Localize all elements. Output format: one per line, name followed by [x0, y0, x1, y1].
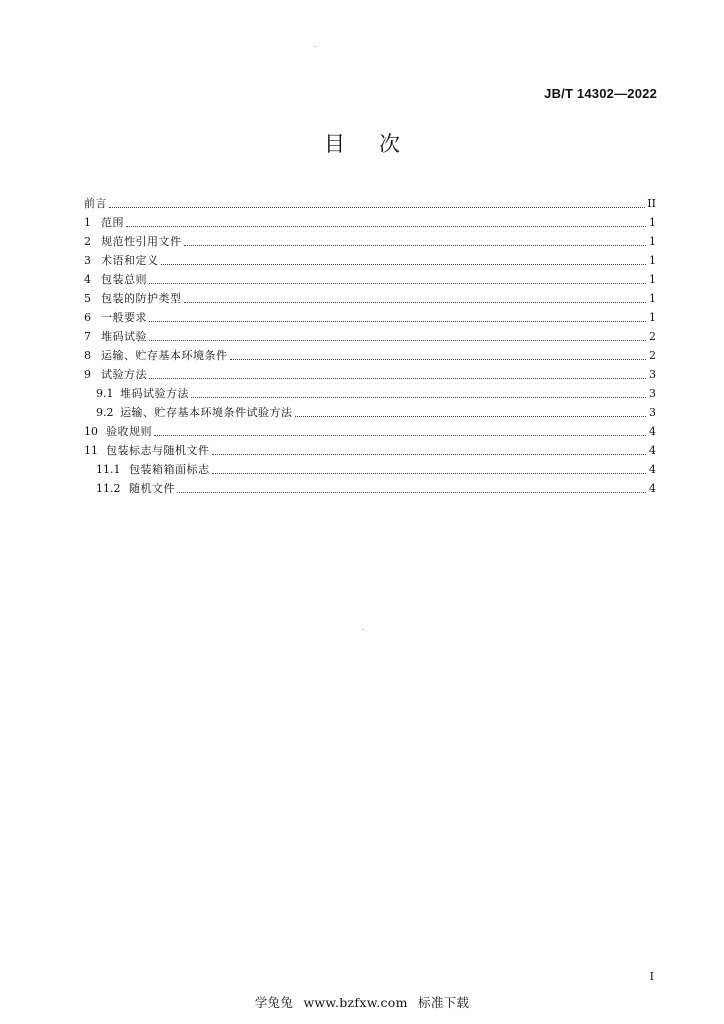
toc-entry[interactable]: [84, 422, 656, 441]
toc-entry[interactable]: [84, 194, 656, 213]
toc-entry[interactable]: [84, 213, 656, 232]
toc-entry-page: 1: [649, 235, 656, 248]
toc-entry-label: 前言: [84, 197, 107, 210]
toc-entry-label: 随机文件: [129, 482, 175, 495]
toc-leader-dots: [149, 377, 646, 379]
toc-entry[interactable]: [84, 327, 656, 346]
toc-entry-label: 术语和定义: [101, 254, 159, 267]
toc-entry-number: 11: [84, 444, 98, 457]
footer-url[interactable]: www.bzfxw.com: [303, 995, 408, 1010]
scan-speck: [362, 629, 364, 630]
toc-entry-page: 1: [649, 311, 656, 324]
toc-leader-dots: [295, 415, 647, 417]
standard-code: JB/T 14302—2022: [544, 86, 657, 101]
toc-leader-dots: [191, 396, 646, 398]
toc-entry-page: 1: [649, 254, 656, 267]
toc-entry[interactable]: [84, 232, 656, 251]
toc-entry-page: 1: [649, 292, 656, 305]
page-title: 目次: [324, 132, 434, 156]
toc-entry-page: 3: [649, 406, 656, 419]
toc-entry-label: 包装箱箱面标志: [129, 463, 210, 476]
toc-entry-label: 验收规则: [106, 425, 152, 438]
toc-leader-dots: [212, 472, 647, 474]
toc-entry[interactable]: [84, 346, 656, 365]
toc-entry-label: 堆码试验方法: [120, 387, 189, 400]
toc-entry-number: 5: [84, 292, 91, 305]
toc-entry-page: 4: [649, 463, 656, 476]
toc-entry-page: 1: [649, 273, 656, 286]
toc-entry-label: 规范性引用文件: [101, 235, 182, 248]
footer-watermark: [0, 993, 724, 1011]
toc-entry-number: 9: [84, 368, 91, 381]
page-number: I: [649, 970, 654, 983]
toc-entry-label: 包装的防护类型: [101, 292, 182, 305]
toc-entry-number: 10: [84, 425, 98, 438]
toc-entry[interactable]: [84, 479, 656, 498]
toc-leader-dots: [177, 491, 646, 493]
toc-entry-number: 2: [84, 235, 91, 248]
toc-entry[interactable]: [84, 251, 656, 270]
toc-entry-number: 7: [84, 330, 91, 343]
toc-entry-page: 4: [649, 482, 656, 495]
toc-entry[interactable]: [84, 403, 656, 422]
toc-leader-dots: [109, 206, 645, 208]
toc-entry-page: 3: [649, 387, 656, 400]
toc-entry-number: 4: [84, 273, 91, 286]
toc-entry-label: 包装标志与随机文件: [106, 444, 210, 457]
toc-entry[interactable]: [84, 441, 656, 460]
toc-leader-dots: [184, 301, 647, 303]
toc-leader-dots: [154, 434, 646, 436]
toc-entry[interactable]: [84, 365, 656, 384]
toc-leader-dots: [149, 339, 646, 341]
toc-entry-label: 堆码试验: [101, 330, 147, 343]
toc-entry-label: 包装总则: [101, 273, 147, 286]
scan-speck: [314, 46, 316, 47]
toc-leader-dots: [212, 453, 647, 455]
toc-entry-label: 运输、贮存基本环境条件试验方法: [120, 406, 293, 419]
table-of-contents: [84, 194, 656, 498]
toc-entry-page: 3: [649, 368, 656, 381]
toc-leader-dots: [161, 263, 647, 265]
footer-slogan: 标准下载: [418, 995, 470, 1010]
toc-entry-number: 9.2: [96, 406, 114, 419]
toc-entry-number: 6: [84, 311, 91, 324]
toc-entry-label: 一般要求: [101, 311, 147, 324]
toc-leader-dots: [149, 320, 646, 322]
toc-leader-dots: [184, 244, 647, 246]
toc-entry-number: 1: [84, 216, 91, 229]
toc-leader-dots: [149, 282, 646, 284]
toc-entry-number: 11.1: [96, 463, 121, 476]
toc-entry[interactable]: [84, 384, 656, 403]
toc-entry-page: 2: [649, 330, 656, 343]
toc-entry-label: 范围: [101, 216, 124, 229]
toc-entry[interactable]: [84, 270, 656, 289]
toc-entry-number: 11.2: [96, 482, 121, 495]
toc-entry-page: 4: [649, 425, 656, 438]
toc-entry-label: 试验方法: [101, 368, 147, 381]
toc-entry-number: 9.1: [96, 387, 114, 400]
toc-entry-page: 4: [649, 444, 656, 457]
toc-leader-dots: [126, 225, 646, 227]
toc-entry-page: II: [647, 197, 656, 210]
footer-site-name: 学兔兔: [254, 995, 294, 1010]
toc-entry[interactable]: [84, 289, 656, 308]
toc-entry-number: 3: [84, 254, 91, 267]
toc-leader-dots: [230, 358, 647, 360]
toc-entry[interactable]: [84, 460, 656, 479]
toc-entry-page: 1: [649, 216, 656, 229]
toc-entry-label: 运输、贮存基本环境条件: [101, 349, 228, 362]
toc-entry[interactable]: [84, 308, 656, 327]
toc-entry-number: 8: [84, 349, 91, 362]
toc-entry-page: 2: [649, 349, 656, 362]
